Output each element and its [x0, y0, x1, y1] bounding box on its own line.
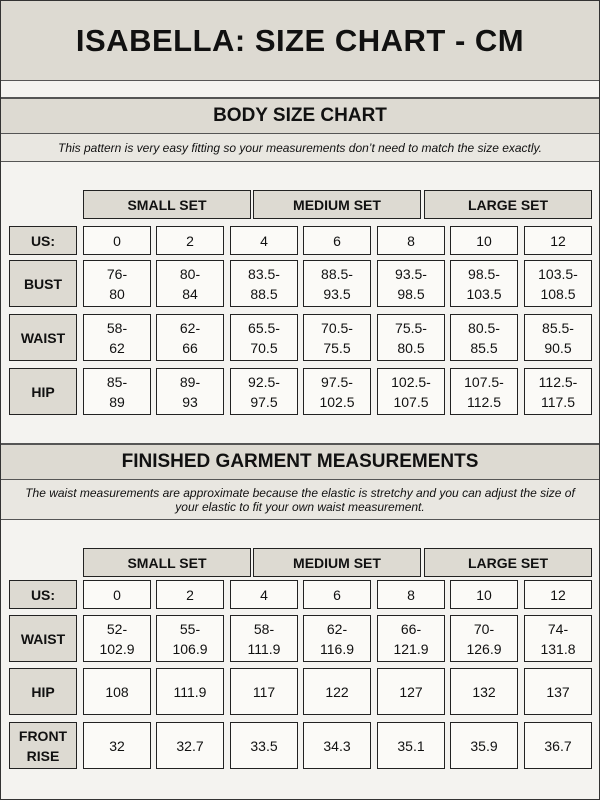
measurement-cell	[83, 668, 151, 715]
measurement-value	[466, 264, 501, 304]
measurement-value	[105, 682, 128, 702]
measurement-value	[323, 736, 350, 756]
measurement-cell	[524, 668, 592, 715]
row-label-line: WAIST	[20, 630, 66, 647]
us-size-cell: 10	[450, 580, 518, 609]
measurement-cell	[230, 314, 298, 361]
us-size-cell: 2	[156, 226, 224, 255]
measurement-line: 122	[325, 683, 349, 700]
us-size-cell: 10	[450, 226, 518, 255]
measurement-line: 89-	[179, 373, 201, 390]
measurement-line: 112.5	[466, 393, 501, 410]
row-label-text	[21, 629, 65, 649]
measurement-line: 89	[109, 393, 125, 410]
measurement-cell	[83, 314, 151, 361]
measurement-value	[248, 318, 280, 358]
measurement-cell	[450, 615, 518, 662]
measurement-line: 32	[109, 737, 125, 754]
measurement-line: 108.5	[540, 285, 576, 302]
measurement-line: 92.5-	[248, 373, 280, 390]
measurement-line: 75.5-	[395, 319, 427, 336]
measurement-cell	[156, 615, 224, 662]
measurement-cell	[303, 314, 371, 361]
measurement-value	[539, 372, 578, 412]
us-size-cell: 0	[83, 580, 151, 609]
measurement-line: 106.9	[172, 640, 208, 657]
measurement-line: 70.5	[250, 339, 278, 356]
page-title: ISABELLA: SIZE CHART - CM	[75, 22, 525, 58]
measurement-cell	[524, 368, 592, 415]
measurement-line: 85-	[106, 373, 128, 390]
measurement-value	[319, 372, 354, 412]
measurement-value	[320, 619, 354, 659]
row-label	[9, 615, 77, 662]
measurement-value	[180, 264, 200, 304]
measurement-line: 85.5-	[542, 319, 574, 336]
measurement-line: 98.5	[397, 285, 425, 302]
measurement-line: 88.5	[250, 285, 278, 302]
us-size-cell: 8	[377, 580, 445, 609]
measurement-line: 93.5-	[395, 265, 427, 282]
measurement-line: 111.9	[173, 683, 207, 700]
measurement-line: 102.5	[319, 393, 355, 410]
set-header: LARGE SET	[424, 548, 592, 577]
row-label-line: BUST	[23, 275, 63, 292]
set-header: LARGE SET	[424, 190, 592, 219]
row-label	[9, 260, 77, 307]
row-label-text	[31, 682, 54, 702]
measurement-cell	[524, 615, 592, 662]
measurement-line: 75.5	[323, 339, 351, 356]
measurement-cell	[303, 368, 371, 415]
measurement-line: 107.5-	[464, 373, 504, 390]
title-bar	[1, 1, 599, 81]
measurement-cell	[524, 722, 592, 769]
measurement-line: 98.5-	[468, 265, 500, 282]
measurement-line: 35.9	[470, 737, 498, 754]
measurement-cell	[377, 668, 445, 715]
measurement-line: 76-	[106, 265, 128, 282]
row-label-line: FRONT	[18, 727, 68, 744]
measurement-line: 108	[105, 683, 129, 700]
measurement-cell	[303, 615, 371, 662]
measurement-cell	[450, 722, 518, 769]
us-size-cell: 12	[524, 226, 592, 255]
row-label-line: HIP	[31, 683, 55, 700]
measurement-cell	[156, 722, 224, 769]
row-label-text	[21, 328, 65, 348]
row-label	[9, 368, 77, 415]
measurement-value	[107, 318, 127, 358]
garment-chart-heading-band	[1, 444, 599, 480]
measurement-line: 66-	[400, 620, 422, 637]
measurement-cell	[377, 260, 445, 307]
measurement-cell	[377, 314, 445, 361]
body-chart-note: This pattern is very easy fitting so your measurements don’t need to match the size exactly.	[1, 134, 599, 162]
measurement-line: 74-	[547, 620, 569, 637]
set-header: MEDIUM SET	[253, 548, 421, 577]
measurement-line: 93	[182, 393, 198, 410]
measurement-cell	[230, 615, 298, 662]
measurement-value	[321, 318, 353, 358]
measurement-line: 65.5-	[248, 319, 280, 336]
measurement-line: 117.5	[540, 393, 575, 410]
measurement-cell	[83, 260, 151, 307]
measurement-line: 93.5	[323, 285, 351, 302]
measurement-cell	[524, 260, 592, 307]
measurement-value	[248, 619, 281, 659]
us-size-cell: 4	[230, 226, 298, 255]
measurement-line: 83.5-	[248, 265, 280, 282]
measurement-value	[172, 619, 207, 659]
measurement-line: 103.5	[466, 285, 502, 302]
measurement-line: 90.5	[544, 339, 572, 356]
measurement-value	[107, 372, 127, 412]
measurement-line: 52-	[106, 620, 128, 637]
set-header: SMALL SET	[83, 548, 251, 577]
measurement-value	[248, 264, 280, 304]
measurement-value	[466, 619, 501, 659]
measurement-value	[250, 736, 277, 756]
measurement-line: 58-	[106, 319, 128, 336]
measurement-line: 88.5-	[321, 265, 353, 282]
us-size-cell: 6	[303, 580, 371, 609]
measurement-value	[325, 682, 348, 702]
measurement-value	[174, 682, 207, 702]
measurement-value	[395, 318, 427, 358]
measurement-value	[180, 372, 200, 412]
us-size-label: US:	[9, 226, 77, 255]
measurement-value	[546, 682, 569, 702]
measurement-value	[542, 318, 574, 358]
us-size-cell: 6	[303, 226, 371, 255]
measurement-value	[538, 264, 578, 304]
measurement-cell	[83, 722, 151, 769]
row-label	[9, 668, 77, 715]
measurement-cell	[83, 368, 151, 415]
measurement-value	[540, 619, 575, 659]
measurement-cell	[230, 722, 298, 769]
measurement-line: 80-	[179, 265, 201, 282]
measurement-line: 34.3	[323, 737, 351, 754]
row-label-text	[24, 274, 62, 294]
measurement-line: 117	[252, 683, 276, 700]
measurement-cell	[377, 368, 445, 415]
set-header: MEDIUM SET	[253, 190, 421, 219]
measurement-cell	[156, 668, 224, 715]
measurement-line: 132	[472, 683, 496, 700]
measurement-line: 121.9	[393, 640, 429, 657]
measurement-cell	[156, 368, 224, 415]
measurement-cell	[156, 260, 224, 307]
measurement-value	[399, 682, 422, 702]
measurement-line: 107.5	[393, 393, 429, 410]
us-size-cell: 2	[156, 580, 224, 609]
measurement-line: 36.7	[544, 737, 572, 754]
measurement-value	[109, 736, 125, 756]
measurement-value	[248, 372, 280, 412]
set-header: SMALL SET	[83, 190, 251, 219]
measurement-value	[464, 372, 504, 412]
measurement-cell	[230, 368, 298, 415]
measurement-value	[470, 736, 497, 756]
measurement-line: 70-	[473, 620, 495, 637]
measurement-cell	[83, 615, 151, 662]
row-label-line: WAIST	[20, 329, 66, 346]
measurement-value	[107, 264, 127, 304]
measurement-line: 70.5-	[321, 319, 353, 336]
measurement-line: 32.7	[176, 737, 204, 754]
body-chart-heading-band	[1, 98, 599, 134]
measurement-cell	[303, 722, 371, 769]
measurement-value	[468, 318, 500, 358]
measurement-line: 35.1	[397, 737, 425, 754]
measurement-cell	[303, 668, 371, 715]
measurement-line: 62-	[179, 319, 201, 336]
measurement-line: 111.9	[247, 640, 281, 657]
measurement-line: 137	[546, 683, 570, 700]
us-size-cell: 0	[83, 226, 151, 255]
measurement-line: 84	[182, 285, 198, 302]
measurement-value	[391, 372, 431, 412]
measurement-value	[253, 682, 275, 702]
garment-chart-heading: FINISHED GARMENT MEASUREMENTS	[121, 451, 479, 472]
row-label-line: RISE	[26, 747, 60, 764]
measurement-line: 131.8	[540, 640, 576, 657]
row-label	[9, 314, 77, 361]
measurement-line: 66	[182, 339, 198, 356]
measurement-value	[180, 318, 200, 358]
garment-chart-note: The waist measurements are approximate because the elastic is stretchy and you can adjust the size of your elastic to fit your own waist measurement.	[1, 480, 599, 520]
measurement-line: 102.5-	[391, 373, 431, 390]
measurement-cell	[230, 668, 298, 715]
row-label-text	[31, 382, 54, 402]
measurement-line: 62	[109, 339, 125, 356]
measurement-value	[395, 264, 427, 304]
measurement-value	[397, 736, 424, 756]
body-chart-heading: BODY SIZE CHART	[213, 105, 387, 126]
measurement-cell	[377, 615, 445, 662]
measurement-value	[321, 264, 353, 304]
measurement-line: 97.5	[250, 393, 278, 410]
measurement-cell	[230, 260, 298, 307]
measurement-line: 97.5-	[321, 373, 353, 390]
row-label-line: HIP	[31, 383, 55, 400]
measurement-value	[393, 619, 428, 659]
measurement-line: 62-	[326, 620, 348, 637]
measurement-cell	[156, 314, 224, 361]
measurement-line: 126.9	[466, 640, 502, 657]
us-size-cell: 12	[524, 580, 592, 609]
measurement-line: 55-	[179, 620, 201, 637]
measurement-cell	[450, 260, 518, 307]
measurement-cell	[450, 668, 518, 715]
row-label	[9, 722, 77, 769]
measurement-value	[176, 736, 203, 756]
measurement-line: 116.9	[320, 640, 354, 657]
measurement-value	[544, 736, 571, 756]
measurement-cell	[524, 314, 592, 361]
us-size-label: US:	[9, 580, 77, 609]
measurement-cell	[450, 368, 518, 415]
measurement-cell	[303, 260, 371, 307]
measurement-line: 103.5-	[538, 265, 578, 282]
measurement-line: 127	[399, 683, 423, 700]
measurement-value	[99, 619, 134, 659]
measurement-line: 80.5-	[468, 319, 500, 336]
measurement-line: 33.5	[250, 737, 278, 754]
measurement-line: 58-	[253, 620, 275, 637]
measurement-line: 85.5	[470, 339, 498, 356]
us-size-cell: 4	[230, 580, 298, 609]
measurement-value	[472, 682, 495, 702]
measurement-cell	[450, 314, 518, 361]
measurement-line: 112.5-	[538, 373, 578, 390]
measurement-cell	[377, 722, 445, 769]
us-size-cell: 8	[377, 226, 445, 255]
measurement-line: 102.9	[99, 640, 135, 657]
measurement-line: 80.5	[397, 339, 425, 356]
measurement-line: 80	[109, 285, 125, 302]
row-label-text	[19, 726, 67, 766]
